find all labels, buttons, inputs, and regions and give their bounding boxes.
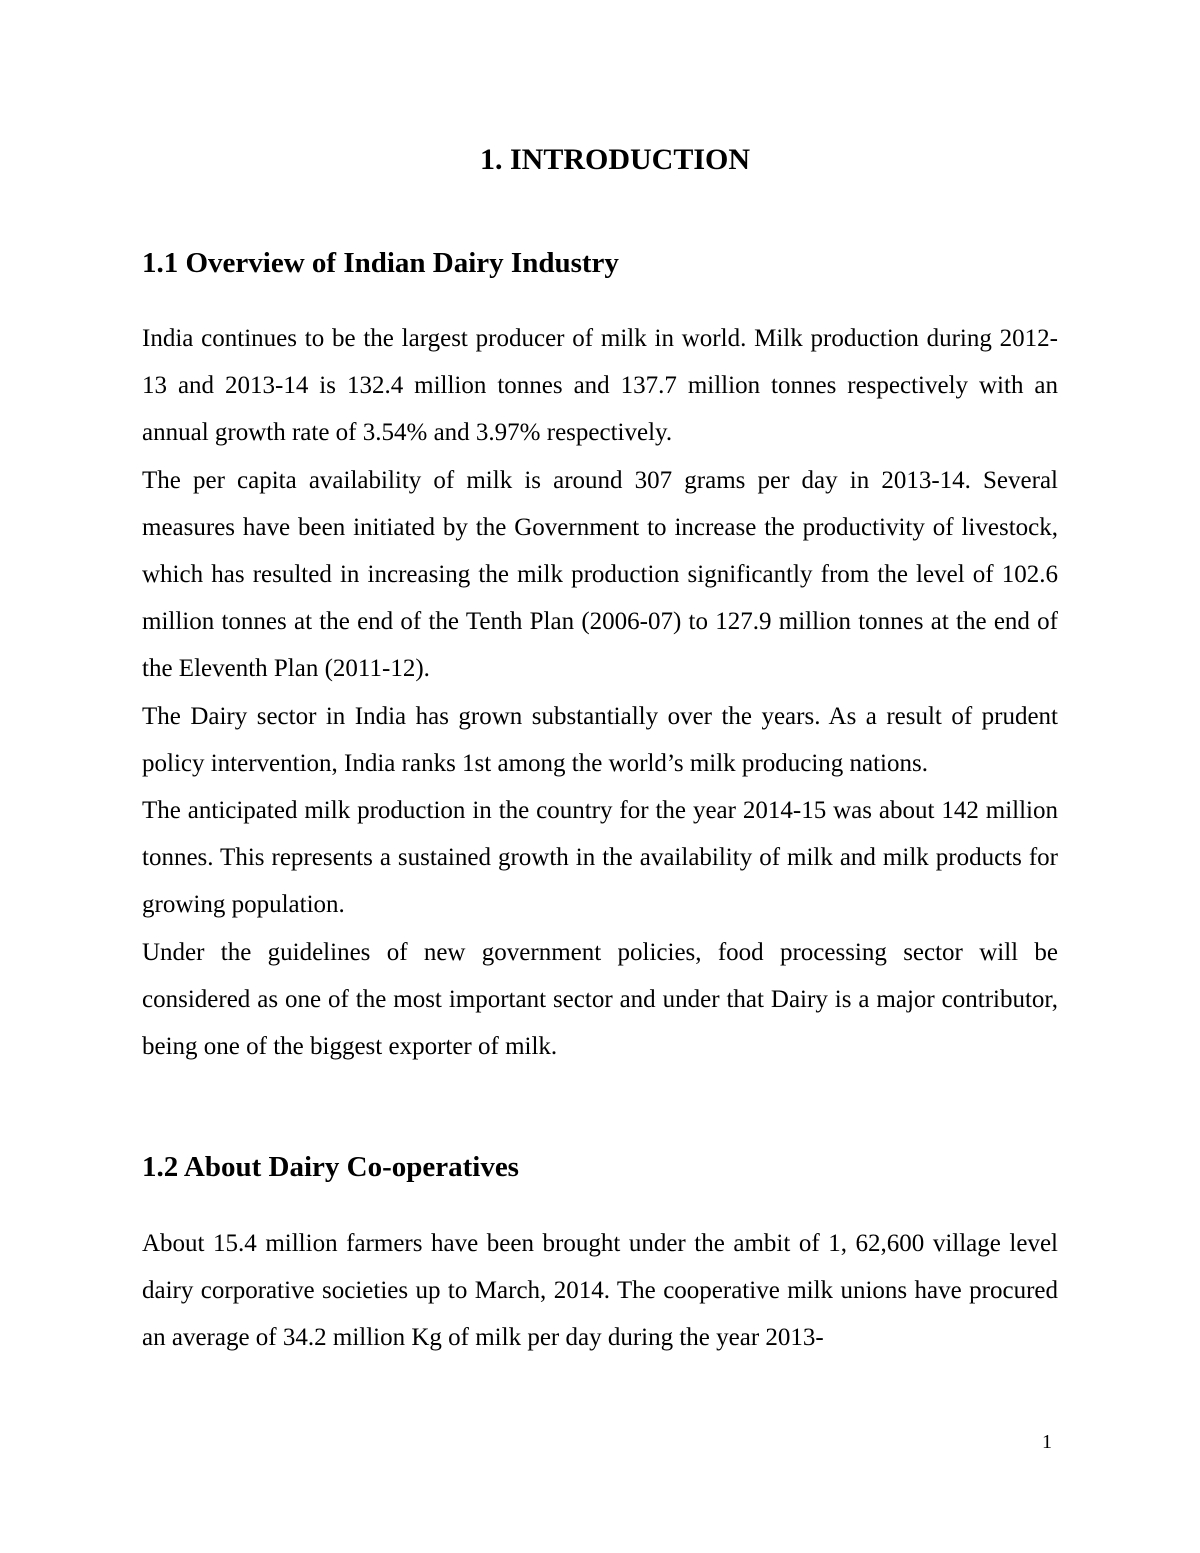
section-heading-overview: 1.1 Overview of Indian Dairy Industry bbox=[142, 247, 619, 279]
page-number: 1 bbox=[1042, 1431, 1052, 1453]
paragraph-dairy-sector-growth: The Dairy sector in India has grown substantially over the years. As a result of prudent policy intervention, India ranks 1st among the world’s milk producing nations. bbox=[142, 702, 1058, 777]
section-body-cooperatives bbox=[142, 1220, 1058, 1362]
section-body-overview bbox=[142, 315, 1058, 1070]
section-heading-cooperatives: 1.2 About Dairy Co-operatives bbox=[142, 1151, 519, 1183]
chapter-title: 1. INTRODUCTION bbox=[479, 143, 751, 176]
paragraph-per-capita-availability: The per capita availability of milk is around 307 grams per day in 2013-14. Several measures have been initiated by the Government to increase the productivity of livestock, which has resulted in increasing the milk production significantly from the level of 102.6 million tonnes at the end of the Tenth Plan (2006-07) to 127.9 million tonnes at the end of the Eleventh Plan (2011-12). bbox=[142, 466, 1058, 683]
paragraph-anticipated-production: The anticipated milk production in the country for the year 2014-15 was about 142 million tonnes. This represents a sustained growth in the availability of milk and milk products for growing population. bbox=[142, 797, 1058, 919]
paragraph-milk-production: India continues to be the largest producer of milk in world. Milk production during 2012-13 and 2013-14 is 132.4 million tonnes and 137.7 million tonnes respectively with an annual growth rate of 3.54% and 3.97% respectively. bbox=[142, 325, 1058, 447]
paragraph-dairy-cooperatives: About 15.4 million farmers have been brought under the ambit of 1, 62,600 village level dairy corporative societies up to March, 2014. The cooperative milk unions have procured an average of 34.2 million Kg of milk per day during the year 2013- bbox=[142, 1230, 1058, 1352]
paragraph-government-policies: Under the guidelines of new government policies, food processing sector will be considered as one of the most important sector and under that Dairy is a major contributor, being one of the biggest exporter of milk. bbox=[142, 938, 1058, 1061]
